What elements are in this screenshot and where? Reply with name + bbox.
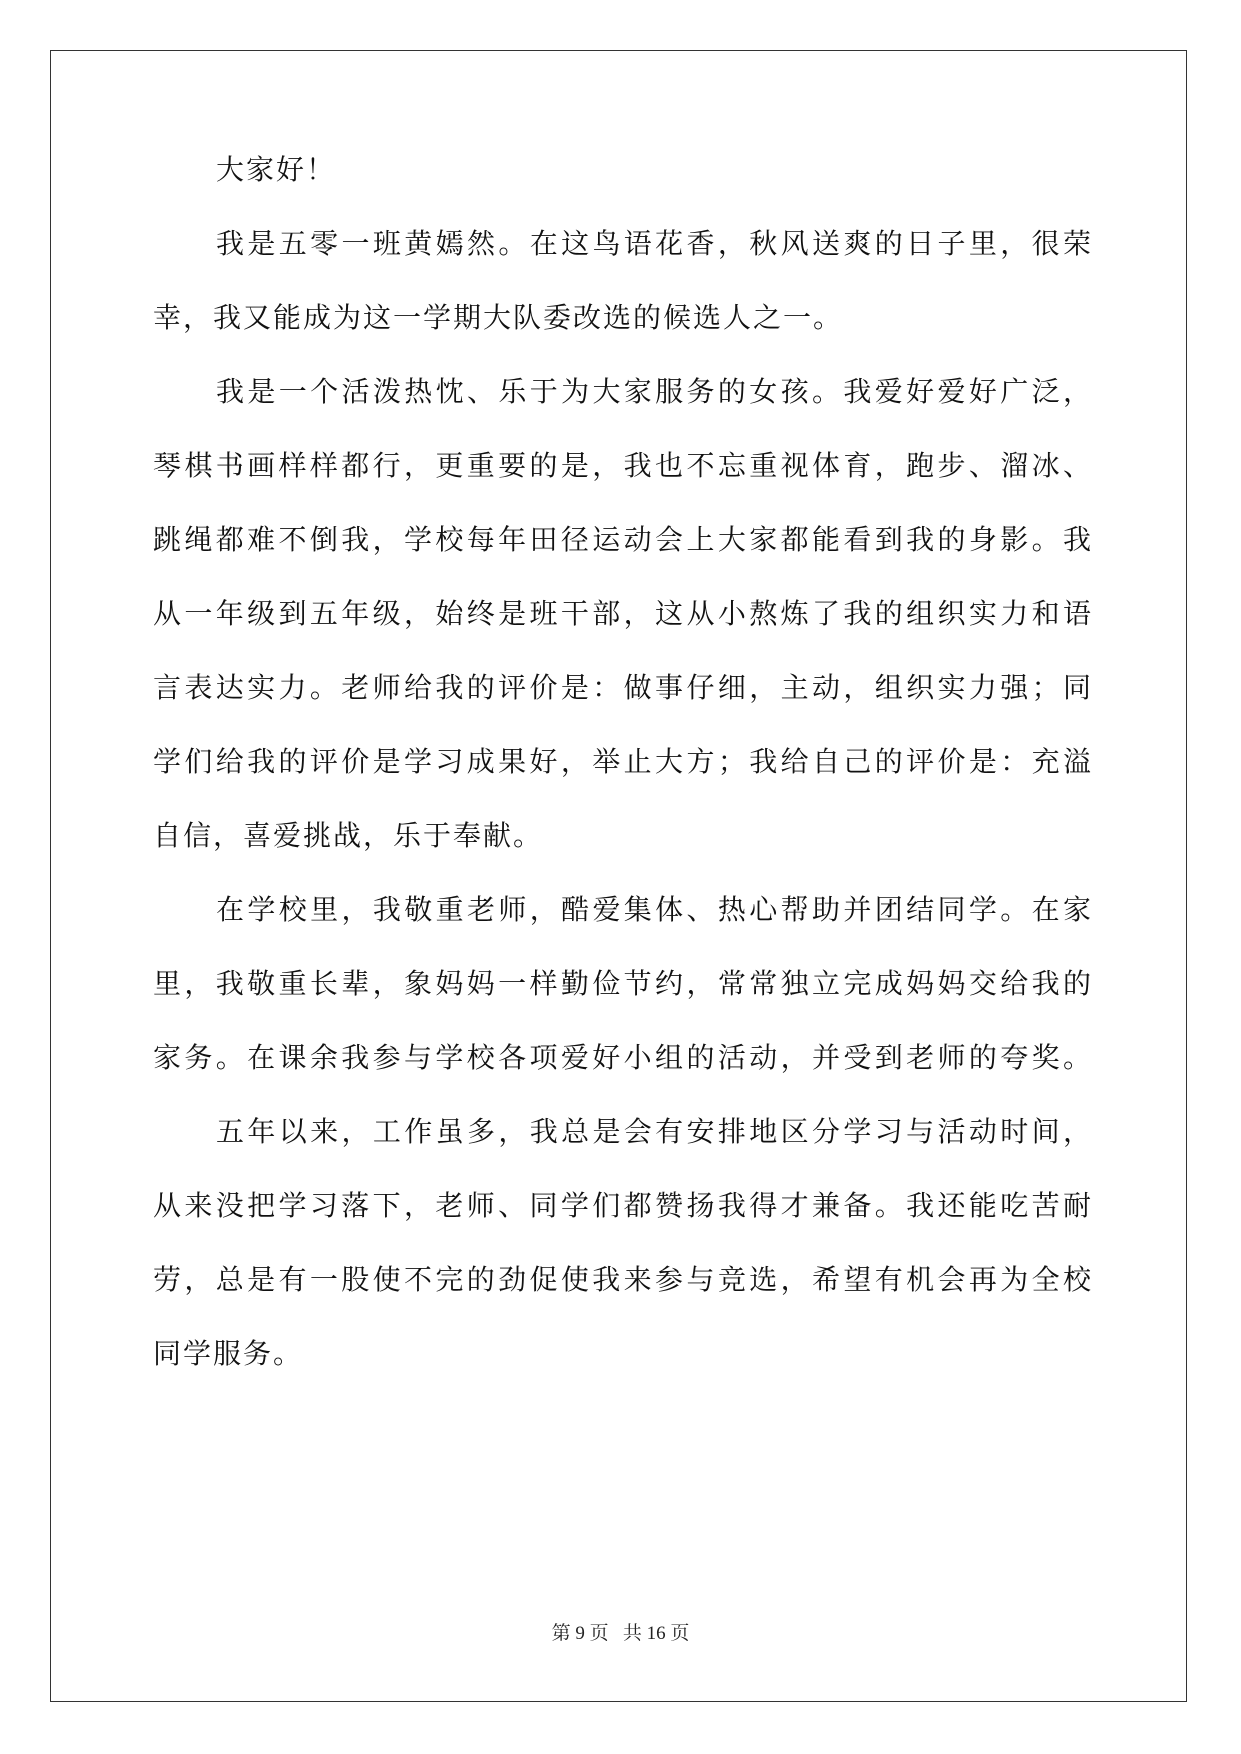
- paragraph-3-line-1: 在学校里，我敬重老师，酷爱集体、热心帮助并团结同学。在家: [216, 893, 1093, 926]
- paragraph-1-line-2: 幸，我又能成为这一学期大队委改选的候选人之一。: [153, 301, 844, 334]
- paragraph-2-line-4: 从一年级到五年级，始终是班干部，这从小熬炼了我的组织实力和语: [153, 597, 1093, 630]
- paragraph-2-line-1: 我是一个活泼热忱、乐于为大家服务的女孩。我爱好爱好广泛，: [216, 375, 1093, 408]
- paragraph-2-line-3: 跳绳都难不倒我，学校每年田径运动会上大家都能看到我的身影。我: [153, 523, 1093, 556]
- page-footer: [0, 1622, 1241, 1646]
- paragraph-4-line-4: 同学服务。: [153, 1337, 304, 1370]
- paragraph-2-line-5: 言表达实力。老师给我的评价是：做事仔细，主动，组织实力强；同: [153, 671, 1093, 704]
- paragraph-3-line-3: 家务。在课余我参与学校各项爱好小组的活动，并受到老师的夸奖。: [153, 1041, 1093, 1074]
- paragraph-4-line-2: 从来没把学习落下，老师、同学们都赞扬我得才兼备。我还能吃苦耐: [153, 1189, 1093, 1222]
- greeting-line: 大家好！: [216, 153, 337, 186]
- paragraph-3-line-2: 里，我敬重长辈，象妈妈一样勤俭节约，常常独立完成妈妈交给我的: [153, 967, 1093, 1000]
- page-border: [50, 50, 1187, 1702]
- paragraph-4-line-3: 劳，总是有一股使不完的劲促使我来参与竞选，希望有机会再为全校: [153, 1263, 1093, 1296]
- page-total: 共 16 页: [622, 1623, 690, 1644]
- paragraph-2-line-2: 琴棋书画样样都行，更重要的是，我也不忘重视体育，跑步、溜冰、: [153, 449, 1093, 482]
- paragraph-2-line-6: 学们给我的评价是学习成果好，举止大方；我给自己的评价是：充溢: [153, 745, 1093, 778]
- page-number: 第 9 页: [551, 1623, 609, 1644]
- paragraph-1-line-1: 我是五零一班黄嫣然。在这鸟语花香，秋风送爽的日子里，很荣: [216, 227, 1093, 260]
- paragraph-2-line-7: 自信，喜爱挑战，乐于奉献。: [153, 819, 544, 852]
- paragraph-4-line-1: 五年以来，工作虽多，我总是会有安排地区分学习与活动时间，: [216, 1115, 1093, 1148]
